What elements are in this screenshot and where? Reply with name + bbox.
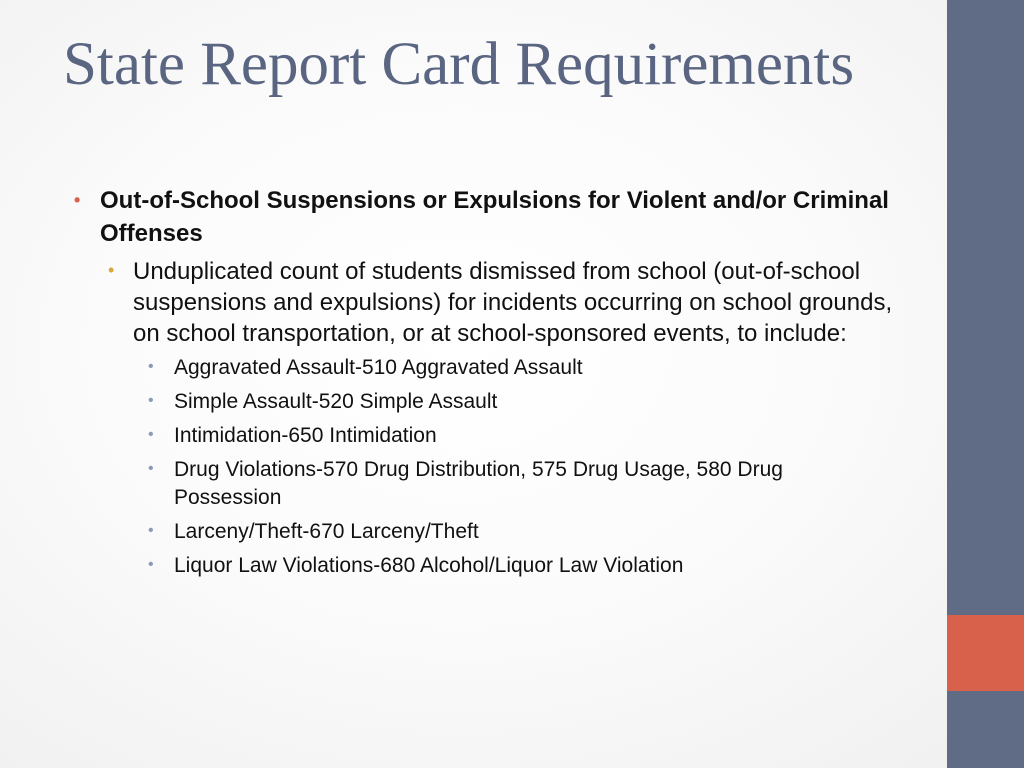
description-text: Unduplicated count of students dismissed from school (out-of-school suspensions and expulsions) for incidents occurring on school grounds, on school transportation, or at school-sponsored events, to include: <box>133 258 893 347</box>
offense-item <box>148 388 894 416</box>
bullet-icon: • <box>108 260 115 280</box>
bullet-icon: • <box>148 426 154 443</box>
offense-list <box>0 354 930 580</box>
bullet-level1 <box>74 184 900 250</box>
slide-content <box>0 184 930 586</box>
bullet-icon: • <box>148 460 154 477</box>
heading-text: Out-of-School Suspensions or Expulsions for Violent and/or Criminal Offenses <box>100 187 889 247</box>
bullet-icon: • <box>148 392 154 409</box>
bullet-icon: • <box>74 190 81 210</box>
offense-item <box>148 552 894 580</box>
decorative-accent-block <box>947 615 1024 691</box>
offense-text: Larceny/Theft-670 Larceny/Theft <box>174 520 479 543</box>
offense-text: Drug Violations-570 Drug Distribution, 575 Drug Usage, 580 Drug Possession <box>174 458 783 509</box>
bullet-icon: • <box>148 358 154 375</box>
offense-text: Liquor Law Violations-680 Alcohol/Liquor Law Violation <box>174 554 684 577</box>
offense-item <box>148 456 894 512</box>
bullet-level2 <box>108 256 903 349</box>
offense-item <box>148 354 894 382</box>
offense-item <box>148 518 894 546</box>
offense-item <box>148 422 894 450</box>
offense-text: Simple Assault-520 Simple Assault <box>174 390 498 413</box>
bullet-icon: • <box>148 522 154 539</box>
bullet-icon: • <box>148 556 154 573</box>
slide-title: State Report Card Requirements <box>63 31 855 98</box>
offense-text: Aggravated Assault-510 Aggravated Assault <box>174 356 583 379</box>
offense-text: Intimidation-650 Intimidation <box>174 424 437 447</box>
